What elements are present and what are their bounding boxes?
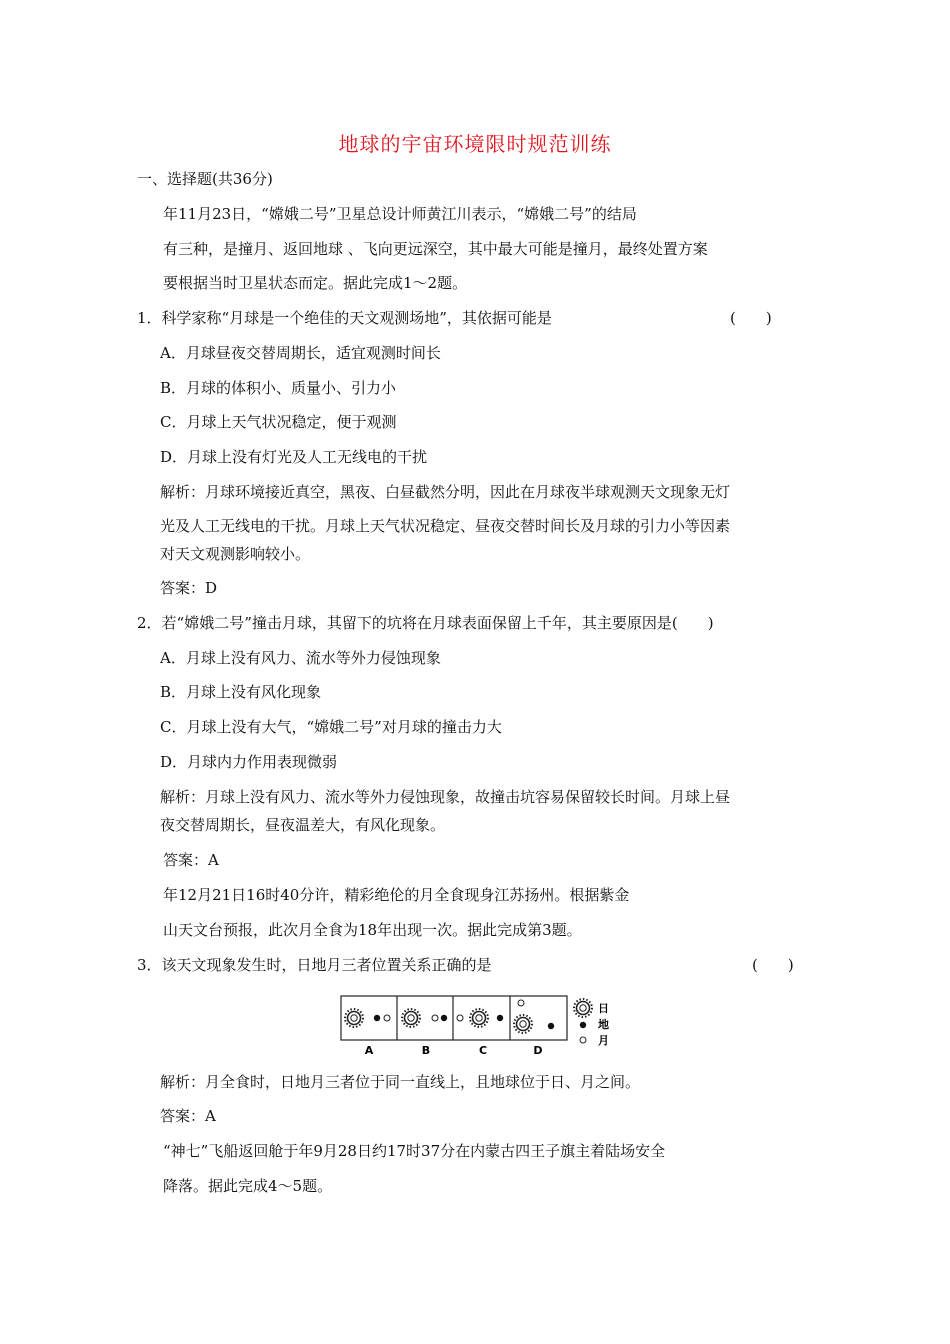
question-2-analysis-line-1: 解析：月球上没有风力、流水等外力侵蚀现象，故撞击坑容易保留较长时间。月球上昼 — [160, 788, 731, 806]
legend-label-sun: 日 — [598, 1002, 609, 1015]
earth-icon — [441, 1015, 447, 1021]
question-1-answer: 答案：D — [160, 579, 218, 597]
panel-label-b: B — [421, 1044, 431, 1057]
question-1-analysis-line-2: 光及人工无线电的干扰。月球上天气状况稳定、昼夜交替时间长及月球的引力小等因素 — [160, 517, 731, 535]
intro-3-line-1: “神七”飞船返回舱于年9月28日约17时37分在内蒙古四王子旗主着陆场安全 — [163, 1142, 666, 1160]
question-2-option-d: D．月球内力作用表现微弱 — [160, 753, 338, 771]
document-title: 地球的宇宙环境限时规范训练 — [338, 132, 612, 156]
panel-label-d: D — [533, 1044, 543, 1057]
intro-2-line-2: 山天文台预报，此次月全食为18年出现一次。据此完成第3题。 — [163, 921, 582, 939]
moon-icon — [432, 1015, 438, 1021]
legend-moon-icon — [580, 1037, 586, 1043]
question-2-stem: 2．若“嫦娥二号”撞击月球，其留下的坑将在月球表面保留上千年，其主要原因是( ) — [137, 614, 714, 632]
question-3-analysis: 解析：月全食时，日地月三者位于同一直线上，且地球位于日、月之间。 — [160, 1073, 641, 1091]
legend-label-earth: 地 — [598, 1018, 609, 1031]
sun-earth-moon-diagram — [340, 995, 620, 1057]
sun-icon — [345, 1009, 363, 1027]
question-2-option-c: C．月球上没有大气，“嫦娥二号”对月球的撞击力大 — [160, 718, 502, 736]
question-2-option-a: A．月球上没有风力、流水等外力侵蚀现象 — [160, 649, 441, 667]
moon-icon — [518, 1000, 524, 1006]
sun-icon — [402, 1009, 420, 1027]
panel-label-c: C — [478, 1044, 488, 1057]
question-3-answer: 答案：A — [160, 1107, 216, 1125]
earth-icon — [548, 1023, 554, 1029]
question-1-analysis-line-1: 解析：月球环境接近真空，黑夜、白昼截然分明，因此在月球夜半球观测天文现象无灯 — [160, 483, 731, 501]
question-1-stem: 1．科学家称“月球是一个绝佳的天文观测场地”，其依据可能是 — [137, 309, 552, 327]
diagram-svg — [340, 995, 620, 1057]
question-2-option-b: B．月球上没有风化现象 — [160, 683, 322, 701]
question-1-option-d: D．月球上没有灯光及人工无线电的干扰 — [160, 448, 428, 466]
question-1-answer-bracket: ( ) — [730, 309, 772, 327]
sun-icon — [514, 1015, 532, 1033]
intro-1-line-3: 要根据当时卫星状态而定。据此完成1～2题。 — [163, 274, 468, 292]
question-1-option-b: B．月球的体积小、质量小、引力小 — [160, 379, 397, 397]
question-2-answer: 答案：A — [163, 851, 219, 869]
moon-icon — [457, 1015, 463, 1021]
intro-3-line-2: 降落。据此完成4～5题。 — [163, 1177, 333, 1195]
moon-icon — [384, 1015, 390, 1021]
intro-1-line-1: 年11月23日，“嫦娥二号”卫星总设计师黄江川表示，“嫦娥二号”的结局 — [163, 205, 637, 223]
question-2-analysis-line-2: 夜交替周期长，昼夜温差大，有风化现象。 — [160, 816, 446, 834]
section-heading: 一、选择题(共36分) — [137, 170, 273, 188]
legend-label-moon: 月 — [598, 1034, 609, 1047]
question-1-analysis-line-3: 对天文观测影响较小。 — [160, 545, 311, 563]
intro-1-line-2: 有三种，是撞月、返回地球 、飞向更远深空，其中最大可能是撞月，最终处置方案 — [163, 240, 708, 258]
legend-earth-icon — [580, 1022, 586, 1028]
question-3-answer-bracket: ( ) — [752, 956, 794, 974]
question-3-stem: 3．该天文现象发生时，日地月三者位置关系正确的是 — [137, 956, 492, 974]
panel-label-a: A — [364, 1044, 374, 1057]
question-1-option-c: C．月球上天气状况稳定，便于观测 — [160, 413, 397, 431]
question-1-option-a: A．月球昼夜交替周期长，适宜观测时间长 — [160, 344, 441, 362]
earth-icon — [497, 1015, 503, 1021]
legend-sun-icon — [574, 999, 592, 1017]
intro-2-line-1: 年12月21日16时40分许，精彩绝伦的月全食现身江苏扬州。根据紫金 — [163, 886, 630, 904]
earth-icon — [374, 1015, 380, 1021]
sun-icon — [470, 1009, 488, 1027]
